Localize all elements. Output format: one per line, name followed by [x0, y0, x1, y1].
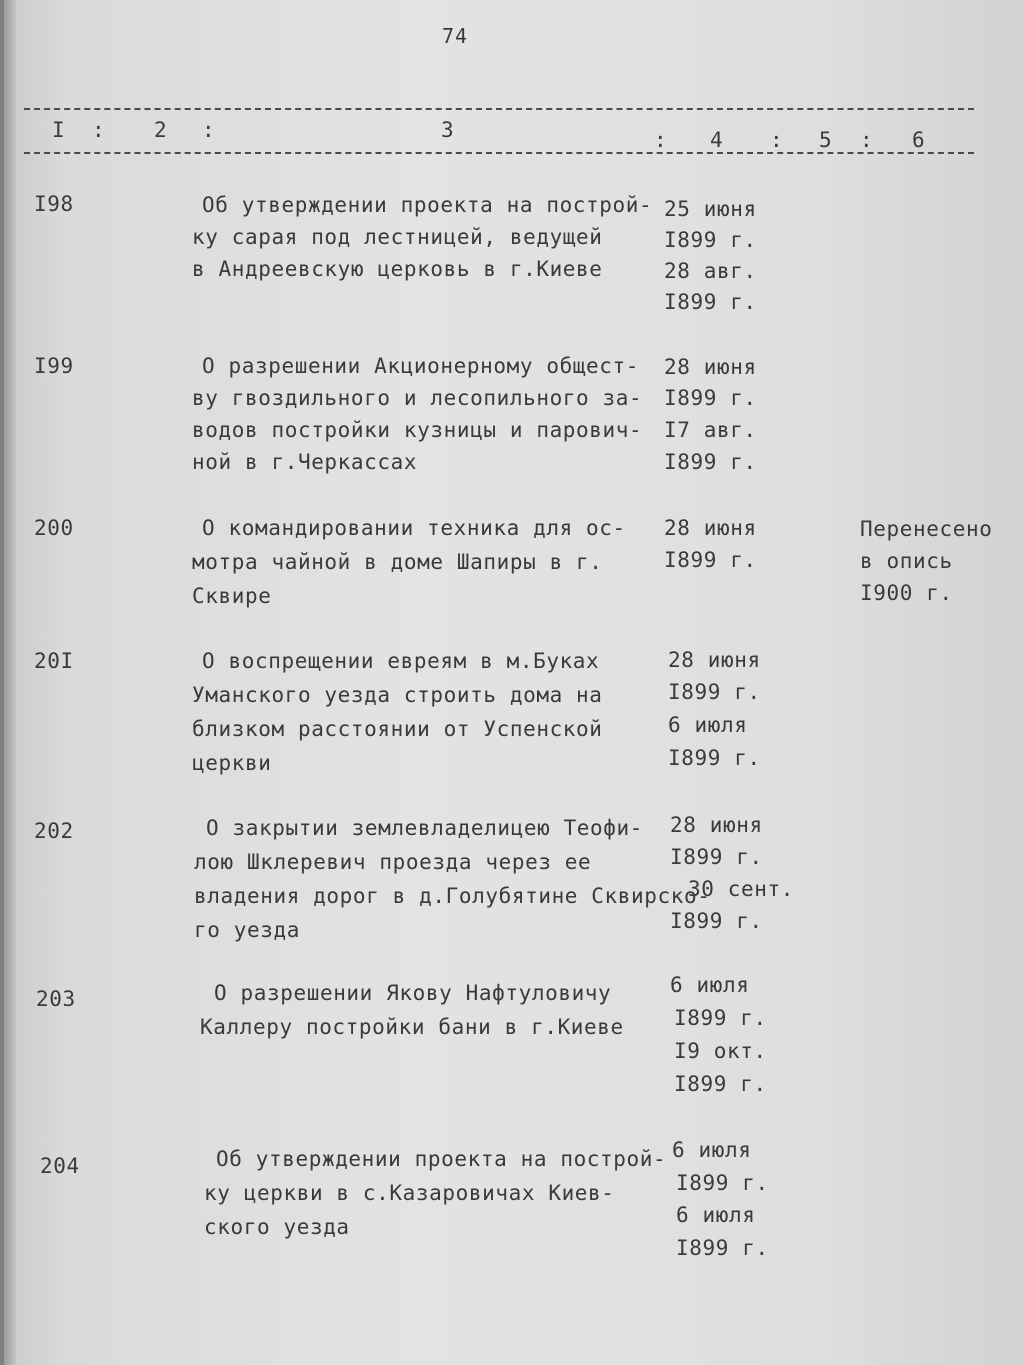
entry-title-line: ку церкви в с.Казаровичах Киев- — [204, 1181, 615, 1205]
entry-title-line: церкви — [192, 751, 272, 775]
entry-number: I98 — [34, 192, 74, 216]
entry-title-line: Каллеру постройки бани в г.Киеве — [200, 1015, 624, 1039]
entry-date: I899 г. — [664, 450, 757, 474]
column-header-3: 3 — [441, 118, 454, 142]
entry-date: I899 г. — [670, 909, 763, 933]
entry-date: I899 г. — [674, 1072, 767, 1096]
entry-date: I899 г. — [664, 386, 757, 410]
entry-date: I899 г. — [676, 1236, 769, 1260]
page-binding-edge — [4, 0, 16, 1365]
archive-page — [4, 0, 1024, 1365]
entry-date: I899 г. — [664, 228, 757, 252]
entry-date: I899 г. — [664, 548, 757, 572]
entry-title-line: в Андреевскую церковь в г.Киеве — [192, 257, 603, 281]
entry-title-line: Уманского уезда строить дома на — [192, 683, 603, 707]
entry-date: I899 г. — [676, 1171, 769, 1195]
entry-date: 6 июля — [670, 973, 750, 997]
entry-date: 28 авг. — [664, 259, 757, 283]
entry-number: I99 — [34, 354, 74, 378]
entry-number: 200 — [34, 516, 74, 540]
column-separator: : — [860, 128, 873, 152]
column-header-6: 6 — [912, 128, 925, 152]
entry-title-line: ву гвоздильного и лесопильного за- — [192, 386, 643, 410]
entry-title-line: водов постройки кузницы и парович- — [192, 418, 643, 442]
entry-date: 30 сент. — [688, 877, 794, 901]
entry-title-line: мотра чайной в доме Шапиры в г. — [192, 550, 603, 574]
entry-date: I899 г. — [668, 680, 761, 704]
table-header-rule — [24, 152, 974, 154]
entry-title-line: лою Шклеревич проезда через ее — [194, 850, 592, 874]
entry-title-line: ку сарая под лестницей, ведущей — [192, 225, 603, 249]
column-header-4: 4 — [710, 128, 723, 152]
entry-number: 20I — [34, 649, 74, 673]
column-separator: : — [654, 128, 667, 152]
entry-title-line: Об утверждении проекта на построй- — [202, 193, 653, 217]
column-header-1: I — [52, 118, 65, 142]
entry-date: 6 июля — [672, 1138, 752, 1162]
table-top-rule — [24, 108, 974, 110]
entry-note-line: I900 г. — [860, 581, 953, 605]
entry-date: 6 июля — [676, 1203, 756, 1227]
entry-date: I899 г. — [670, 845, 763, 869]
column-header-5: 5 — [819, 128, 832, 152]
entry-date: 28 июня — [664, 516, 757, 540]
page-number: 74 — [442, 24, 469, 48]
entry-title-line: Сквире — [192, 584, 272, 608]
entry-date: I9 окт. — [674, 1039, 767, 1063]
entry-title-line: Об утверждении проекта на построй- — [216, 1147, 667, 1171]
entry-date: 28 июня — [670, 813, 763, 837]
column-header-2: 2 — [154, 118, 167, 142]
entry-date: 6 июля — [668, 713, 748, 737]
entry-title-line: владения дорог в д.Голубятине Сквирско- — [194, 884, 711, 908]
entry-date: 25 июня — [664, 197, 757, 221]
entry-title-line: О воспрещении евреям в м.Буках — [202, 649, 600, 673]
entry-note-line: в опись — [860, 549, 953, 573]
entry-number: 203 — [36, 987, 76, 1011]
entry-date: I899 г. — [674, 1006, 767, 1030]
entry-title-line: ной в г.Черкассах — [192, 450, 418, 474]
entry-title-line: О разрешении Акционерному общест- — [202, 354, 640, 378]
entry-title-line: О командировании техника для ос- — [202, 516, 626, 540]
entry-title-line: го уезда — [194, 918, 300, 942]
entry-number: 204 — [40, 1154, 80, 1178]
entry-date: I7 авг. — [664, 418, 757, 442]
column-separator: : — [202, 118, 215, 142]
entry-title-line: ского уезда — [204, 1215, 350, 1239]
entry-date: 28 июня — [664, 355, 757, 379]
entry-date: I899 г. — [668, 746, 761, 770]
column-separator: : — [92, 118, 105, 142]
entry-note-line: Перенесено — [860, 517, 993, 541]
entry-date: 28 июня — [668, 648, 761, 672]
entry-number: 202 — [34, 819, 74, 843]
entry-title-line: О закрытии землевладелицею Теофи- — [206, 816, 644, 840]
entry-title-line: О разрешении Якову Нафтуловичу — [214, 981, 612, 1005]
column-separator: : — [770, 128, 783, 152]
entry-date: I899 г. — [664, 290, 757, 314]
entry-title-line: близком расстоянии от Успенской — [192, 717, 603, 741]
